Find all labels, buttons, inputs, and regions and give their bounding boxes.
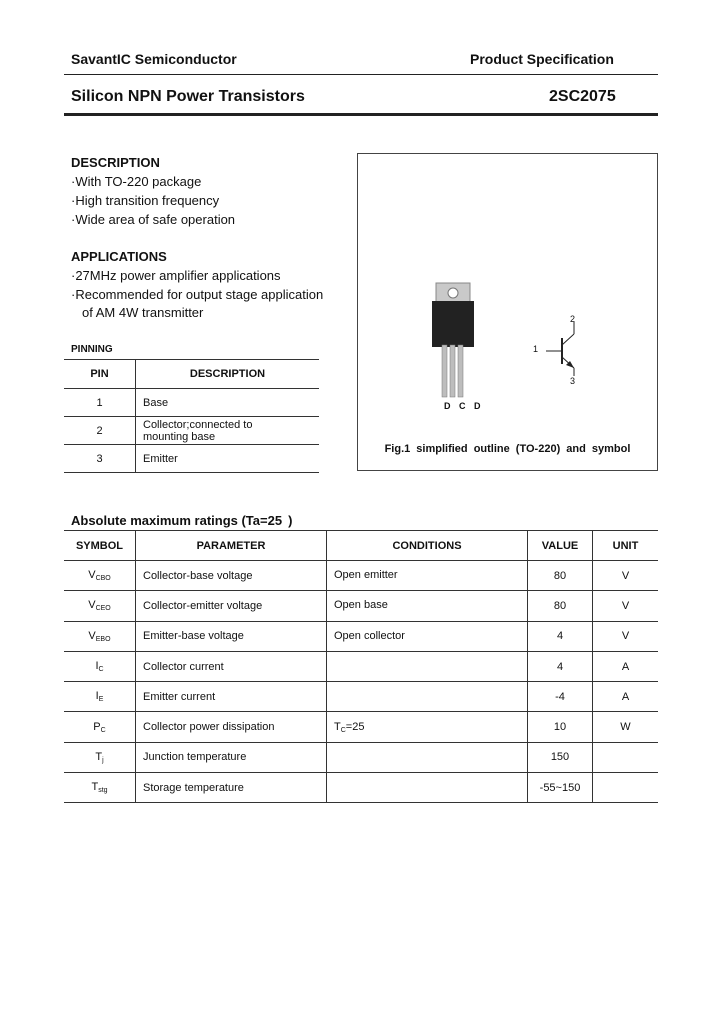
value-cell: 10 [528, 712, 593, 742]
conditions-cell [327, 651, 528, 681]
conditions-cell [327, 682, 528, 712]
doc-type: Product Specification [470, 51, 614, 67]
ratings-heading-text: Absolute maximum ratings (Ta=25 [71, 513, 283, 528]
pin-description-line: Collector;connected to [143, 418, 253, 431]
pin-column-header: PIN [64, 360, 136, 389]
table-row [64, 773, 658, 803]
parameter-cell: Storage temperature [136, 773, 327, 803]
condition: Open collector [334, 629, 405, 642]
description-item: ·High transition frequency [71, 193, 220, 208]
unit-cell: A [593, 682, 659, 712]
symbol-pin-label: 1 [533, 344, 539, 354]
value-cell: 150 [528, 742, 593, 772]
symbol-pin-label: 2 [570, 314, 576, 324]
value-cell: -55~150 [528, 773, 593, 803]
symbol: V [88, 599, 96, 612]
unit-cell: V [593, 621, 659, 651]
figure-caption: Fig.1 simplified outline (TO-220) and symbol [384, 443, 631, 455]
conditions-cell [327, 742, 528, 772]
parameter-cell: Collector-base voltage [136, 561, 327, 591]
condition: T [334, 720, 341, 733]
symbol: I [95, 690, 99, 703]
symbol: V [88, 629, 96, 642]
table-row [64, 712, 658, 742]
symbol: P [93, 720, 101, 733]
pin-description [136, 417, 320, 445]
pinning-table [64, 359, 319, 473]
symbol-cell [64, 651, 136, 681]
symbol: T [95, 750, 103, 763]
table-row [64, 591, 658, 621]
symbol: V [88, 569, 96, 582]
applications-item: ·27MHz power amplifier applications [71, 268, 281, 283]
parameter-cell: Collector current [136, 651, 327, 681]
condition: Open base [334, 599, 388, 612]
condition: Open emitter [334, 569, 398, 582]
unit-cell: V [593, 561, 659, 591]
symbol-pin-label: 3 [570, 376, 576, 386]
product-line: Silicon NPN Power Transistors [71, 88, 305, 105]
value-column-header: VALUE [528, 531, 593, 561]
parameter-cell: Junction temperature [136, 742, 327, 772]
symbol-column-header: SYMBOL [64, 531, 136, 561]
pin-number: 1 [64, 389, 136, 417]
conditions-cell [327, 591, 528, 621]
applications-heading: APPLICATIONS [71, 249, 167, 264]
lead-labels: D C D [444, 401, 484, 411]
symbol-cell [64, 621, 136, 651]
symbol-cell [64, 682, 136, 712]
parameter-cell: Emitter-base voltage [136, 621, 327, 651]
symbol: I [95, 660, 99, 673]
conditions-cell [327, 773, 528, 803]
table-row [64, 561, 658, 591]
conditions-cell [327, 561, 528, 591]
value-cell: -4 [528, 682, 593, 712]
table-row [64, 445, 319, 473]
conditions-column-header: CONDITIONS [327, 531, 528, 561]
unit-cell: A [593, 651, 659, 681]
applications-item: of AM 4W transmitter [82, 305, 204, 320]
applications-item: ·Recommended for output stage application [71, 287, 324, 302]
table-row [64, 417, 319, 445]
table-row [64, 651, 658, 681]
unit-cell: W [593, 712, 659, 742]
conditions-cell [327, 712, 528, 742]
pin-description-line: mounting base [143, 430, 216, 443]
ratings-heading-tail: ) [288, 513, 293, 528]
header-rule-thick [64, 113, 658, 116]
pin-description-column-header: DESCRIPTION [136, 360, 320, 389]
value-cell: 4 [528, 621, 593, 651]
parameter-cell: Emitter current [136, 682, 327, 712]
pin-number: 2 [64, 417, 136, 445]
symbol-cell [64, 712, 136, 742]
parameter-cell: Collector power dissipation [136, 712, 327, 742]
symbol-cell [64, 742, 136, 772]
symbol-subscript: j [102, 756, 104, 764]
table-row [64, 682, 658, 712]
table-row [64, 742, 658, 772]
unit-cell: V [593, 591, 659, 621]
description-item: ·With TO-220 package [71, 174, 202, 189]
conditions-cell [327, 621, 528, 651]
unit-cell [593, 773, 659, 803]
part-number: 2SC2075 [549, 88, 616, 105]
symbol-subscript: C [98, 666, 104, 674]
value-cell: 80 [528, 591, 593, 621]
description-item: ·Wide area of safe operation [71, 212, 236, 227]
symbol-subscript: CBO [95, 575, 111, 583]
symbol-subscript: EBO [95, 635, 111, 643]
to220-package-image [422, 279, 482, 419]
value-cell: 4 [528, 651, 593, 681]
table-row [64, 389, 319, 417]
unit-column-header: UNIT [593, 531, 659, 561]
pin-description: Base [136, 389, 320, 417]
symbol-cell [64, 773, 136, 803]
symbol-subscript: stg [98, 787, 108, 795]
header-rule-thin [64, 74, 658, 75]
symbol-cell [64, 591, 136, 621]
symbol-subscript: CEO [95, 605, 111, 613]
pin-description: Emitter [136, 445, 320, 473]
company-name: SavantIC Semiconductor [71, 51, 237, 67]
figure-box [357, 153, 658, 471]
parameter-cell: Collector-emitter voltage [136, 591, 327, 621]
symbol: T [91, 781, 99, 794]
description-heading: DESCRIPTION [71, 155, 160, 170]
ratings-heading [71, 513, 292, 528]
pinning-heading: PINNING [71, 344, 113, 355]
condition-subscript: C [340, 726, 346, 734]
symbol-subscript: E [98, 696, 104, 704]
condition-tail: =25 [345, 720, 365, 733]
symbol-subscript: C [100, 726, 106, 734]
symbol-cell [64, 561, 136, 591]
ratings-table [64, 530, 658, 803]
pin-number: 3 [64, 445, 136, 473]
value-cell: 80 [528, 561, 593, 591]
unit-cell [593, 742, 659, 772]
table-row [64, 621, 658, 651]
parameter-column-header: PARAMETER [136, 531, 327, 561]
